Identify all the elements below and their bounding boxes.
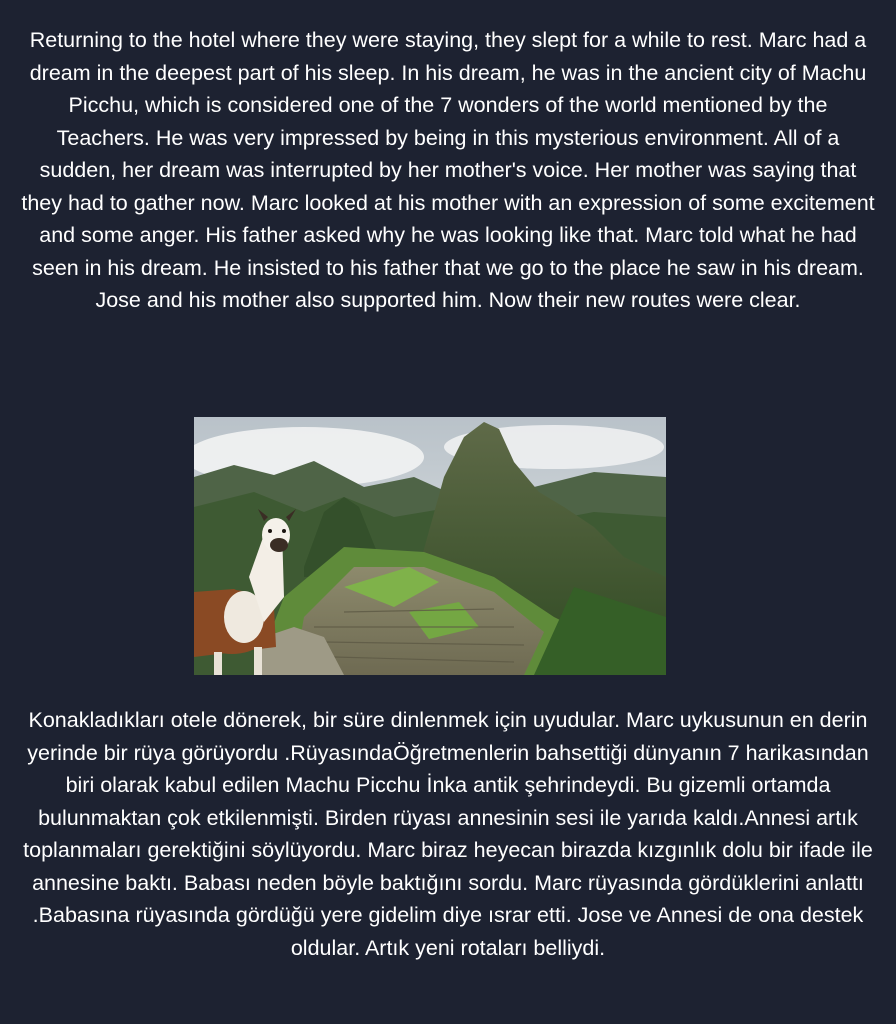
machu-picchu-llama-photo xyxy=(194,417,666,675)
turkish-paragraph: Konakladıkları otele dönerek, bir süre dinlenmek için uyudular. Marc uykusunun en derin yerinde bir rüya görüyordu .RüyasındaÖğretmenlerin bahsettiği dünyanın 7 harikasından biri olarak kabul edilen Machu Picchu İnka antik şehrindeydi. Bu gizemli ortamda bulunmaktan çok etkilenmişti. Birden rüyası annesinin sesi ile yarıda kaldı.Annesi artık toplanmaları gerektiğini söylüyordu. Marc biraz heyecan birazda kızgınlık dolu bir ifade ile annesine baktı. Babası neden böyle baktığını sordu. Marc rüyasında gördüklerini anlattı .Babasına rüyasında gördüğü yere gidelim diye ısrar etti. Jose ve Annesi de ona destek oldular. Artık yeni rotaları belliydi. xyxy=(23,708,873,960)
english-paragraph: Returning to the hotel where they were staying, they slept for a while to rest. Marc had a dream in the deepest part of his sleep. In his dream, he was in the ancient city of Machu Picchu, which is considered one of the 7 wonders of the world mentioned by the Teachers. He was very impressed by being in this mysterious environment. All of a sudden, her dream was interrupted by her mother's voice. Her mother was saying that they had to gather now. Marc looked at his mother with an expression of some excitement and some anger. His father asked why he was looking like that. Marc told what he had seen in his dream. He insisted to his father that we go to the place he saw in his dream. Jose and his mother also supported him. Now their new routes were clear. xyxy=(21,28,875,312)
